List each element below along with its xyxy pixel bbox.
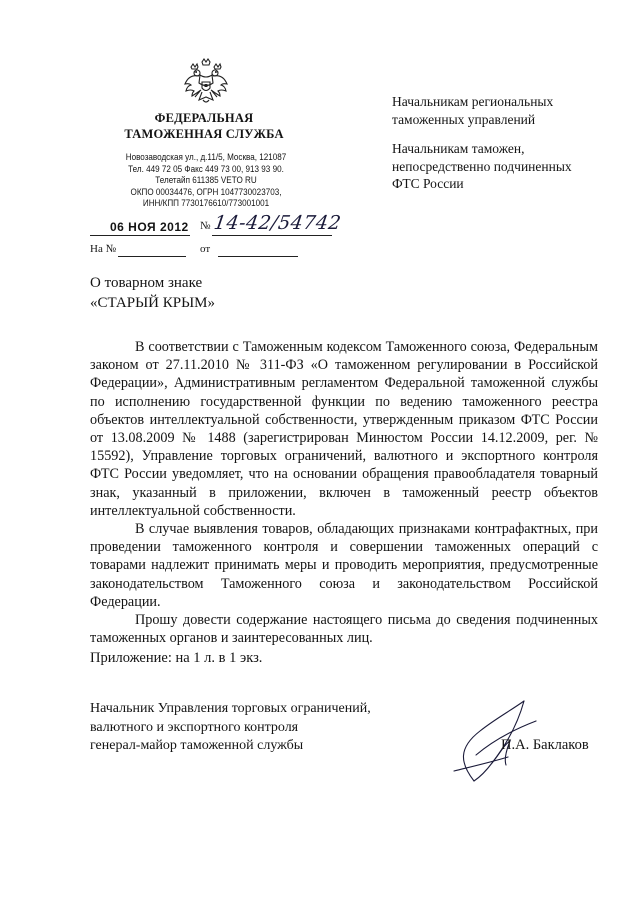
body-paragraph-1: В соответствии с Таможенным кодексом Таможенного союза, Федеральным законом от 27.11.2010 № 311-ФЗ «О таможенном регулировании в Российской Федерации», Административным регламентом Федеральной таможенной службы по исполнению государственной функции по ведению таможенного реестра объектов интеллектуальной собственности, утвержденным приказом ФТС России от 13.08.2009 № 1488 (зарегистрирован Минюстом России 14.12.2009, рег. № 15592), Управление торговых ограничений, валютного и экспортного контроля ФТС России уведомляет, что на основании обращения правообладателя товарный знак, указанный в приложении, включен в таможенный реестр объектов интеллектуальной собственности.: [90, 339, 598, 519]
addressee-regional: [392, 93, 602, 128]
addressee-block: [392, 93, 602, 205]
body-paragraph-2: В случае выявления товаров, обладающих признаками контрафактных, при проведении таможенного контроля и совершении таможенных операций с товарами надлежит принимать меры и проводить мероприятия, предусмотренные законодательством Таможенного союза и законодательством Российской Федерации.: [90, 521, 598, 610]
letter-subject: [90, 273, 215, 313]
attachment-note: Приложение: на 1 л. в 1 экз.: [90, 650, 263, 666]
reference-number-blank: [118, 256, 186, 257]
coat-of-arms-emblem: [183, 58, 229, 108]
date-underline: [90, 235, 190, 236]
registration-row: [90, 212, 350, 238]
addressee-customs-line3: ФТС России: [392, 176, 464, 191]
addressee-customs-line2: непосредственно подчиненных: [392, 158, 572, 174]
inn-kpp-line: ИНН/КПП 7730176610/773001001: [142, 198, 270, 208]
subject-line2: «СТАРЫЙ КРЫМ»: [90, 295, 216, 311]
organization-title: [108, 110, 300, 142]
handwritten-registration-number: 14-42/54742: [212, 212, 343, 234]
signer-position-line3: генерал-майор таможенной службы: [90, 738, 304, 753]
addressee-regional-line2: таможенных управлений: [392, 111, 536, 127]
signer-name: П.А. Баклаков: [501, 737, 589, 753]
signer-position: [90, 700, 371, 756]
okpo-ogrn-line: ОКПО 00034476, ОГРН 1047730023703,: [130, 186, 282, 197]
addressee-customs-line1: Начальникам таможен,: [392, 141, 525, 156]
reference-number-label: На №: [90, 243, 117, 255]
registration-date: 06 НОЯ 2012: [110, 220, 189, 234]
reference-date-blank: [218, 256, 298, 257]
phone-line: Тел. 449 72 05 Факс 449 73 00, 913 93 90.: [128, 163, 284, 174]
number-sign: №: [200, 220, 211, 232]
addressee-customs: [392, 140, 602, 193]
subject-line1: О товарном знаке: [90, 275, 203, 291]
body-paragraph-3: Прошу довести содержание настоящего письма до сведения подчиненных таможенных органов и заинтересованных лиц.: [90, 612, 598, 647]
address-line: Новозаводская ул., д.11/5, Москва, 121087: [125, 152, 287, 162]
teletype-line: Телетайп 611385 VETO RU: [155, 175, 257, 185]
organization-title-line1: ФЕДЕРАЛЬНАЯ: [154, 111, 254, 125]
signer-position-line2: валютного и экспортного контроля: [90, 719, 299, 735]
number-underline: [212, 235, 332, 236]
addressee-regional-line1: Начальникам региональных: [392, 94, 554, 109]
organization-contacts: [111, 152, 302, 210]
letter-body: [90, 338, 598, 647]
signer-position-line1: Начальник Управления торговых ограничений,: [90, 701, 371, 716]
organization-title-line2: ТАМОЖЕННАЯ СЛУЖБА: [124, 127, 284, 141]
reference-date-label: от: [200, 243, 211, 255]
